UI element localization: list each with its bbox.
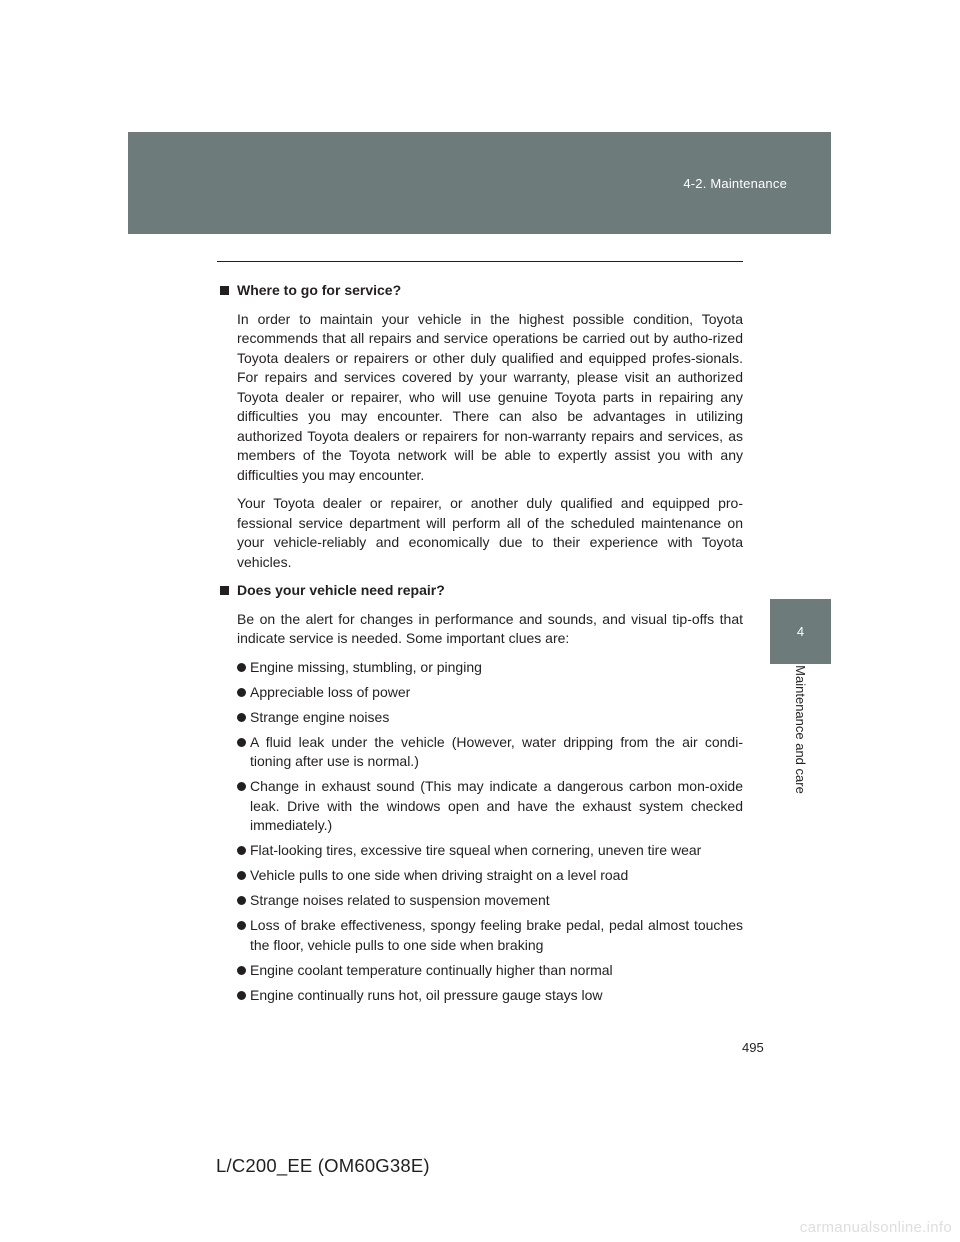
chapter-tab[interactable] [770,599,831,664]
paragraph: Be on the alert for changes in performance and sounds, and visual tip-offs that indicate service is needed. Some important clues are: [237,610,743,646]
section-heading: Does your vehicle need repair? [217,581,743,601]
square-bullet-icon [220,586,229,595]
dot-bullet-icon [237,966,246,975]
watermark: carmanualsonline.info [799,1219,952,1236]
list-item: Strange engine noises [237,708,743,728]
dot-bullet-icon [237,846,246,855]
chapter-label [770,664,831,794]
list-item: Change in exhaust sound (This may indicate a dangerous carbon mon-oxide leak. Drive with the windows open and have the exhaust system checked immediately.) [237,777,743,836]
list-item: A fluid leak under the vehicle (However, water dripping from the air condi-tioning after use is normal.) [237,733,743,772]
document-code: L/C200_EE (OM60G38E) [216,1155,430,1176]
dot-bullet-icon [237,871,246,880]
dot-bullet-icon [237,663,246,672]
dot-bullet-icon [237,782,246,791]
page-number: 495 [742,1040,764,1055]
symptom-list [237,658,743,1006]
list-item: Engine coolant temperature continually higher than normal [237,961,743,981]
dot-bullet-icon [237,896,246,905]
list-item: Engine continually runs hot, oil pressure gauge stays low [237,986,743,1006]
chapter-number: 4 [796,624,805,639]
chapter-label-text: Maintenance and care [793,664,808,794]
list-item: Flat-looking tires, excessive tire squeal when cornering, uneven tire wear [237,841,743,861]
dot-bullet-icon [237,713,246,722]
paragraph: Your Toyota dealer or repairer, or another duly qualified and equipped pro-fessional service department will perform all of the scheduled maintenance on your vehicle-reliably and economically due to their experience with Toyota vehicles. [237,495,743,570]
section-title: 4-2. Maintenance [683,176,787,191]
list-item: Engine missing, stumbling, or pinging [237,658,743,678]
list-item: Loss of brake effectiveness, spongy feeling brake pedal, pedal almost touches the floor, vehicle pulls to one side when braking [237,916,743,955]
section-heading: Where to go for service? [217,281,743,301]
list-item: Vehicle pulls to one side when driving straight on a level road [237,866,743,886]
dot-bullet-icon [237,688,246,697]
header-band [128,132,831,234]
page-content [217,281,743,1011]
list-item: Strange noises related to suspension movement [237,891,743,911]
square-bullet-icon [220,286,229,295]
section-repair-needed [217,581,743,1005]
dot-bullet-icon [237,738,246,747]
section-where-to-go [217,281,743,572]
top-divider [217,261,743,262]
paragraph: In order to maintain your vehicle in the highest possible condition, Toyota recommends that all repairs and service operations be carried out by autho-rized Toyota dealers or repairers or other duly qualified and equipped profes-sionals. For repairs and services covered by your warranty, please visit an authorized Toyota dealer or repairer, who will use genuine Toyota parts in repairing any difficulties you may encounter. There can also be advantages in utilizing authorized Toyota dealers or repairers for non-warranty repairs and services, as members of the Toyota network will be able to expertly assist you with any difficulties you may encounter. [237,310,743,483]
dot-bullet-icon [237,921,246,930]
dot-bullet-icon [237,991,246,1000]
list-item: Appreciable loss of power [237,683,743,703]
